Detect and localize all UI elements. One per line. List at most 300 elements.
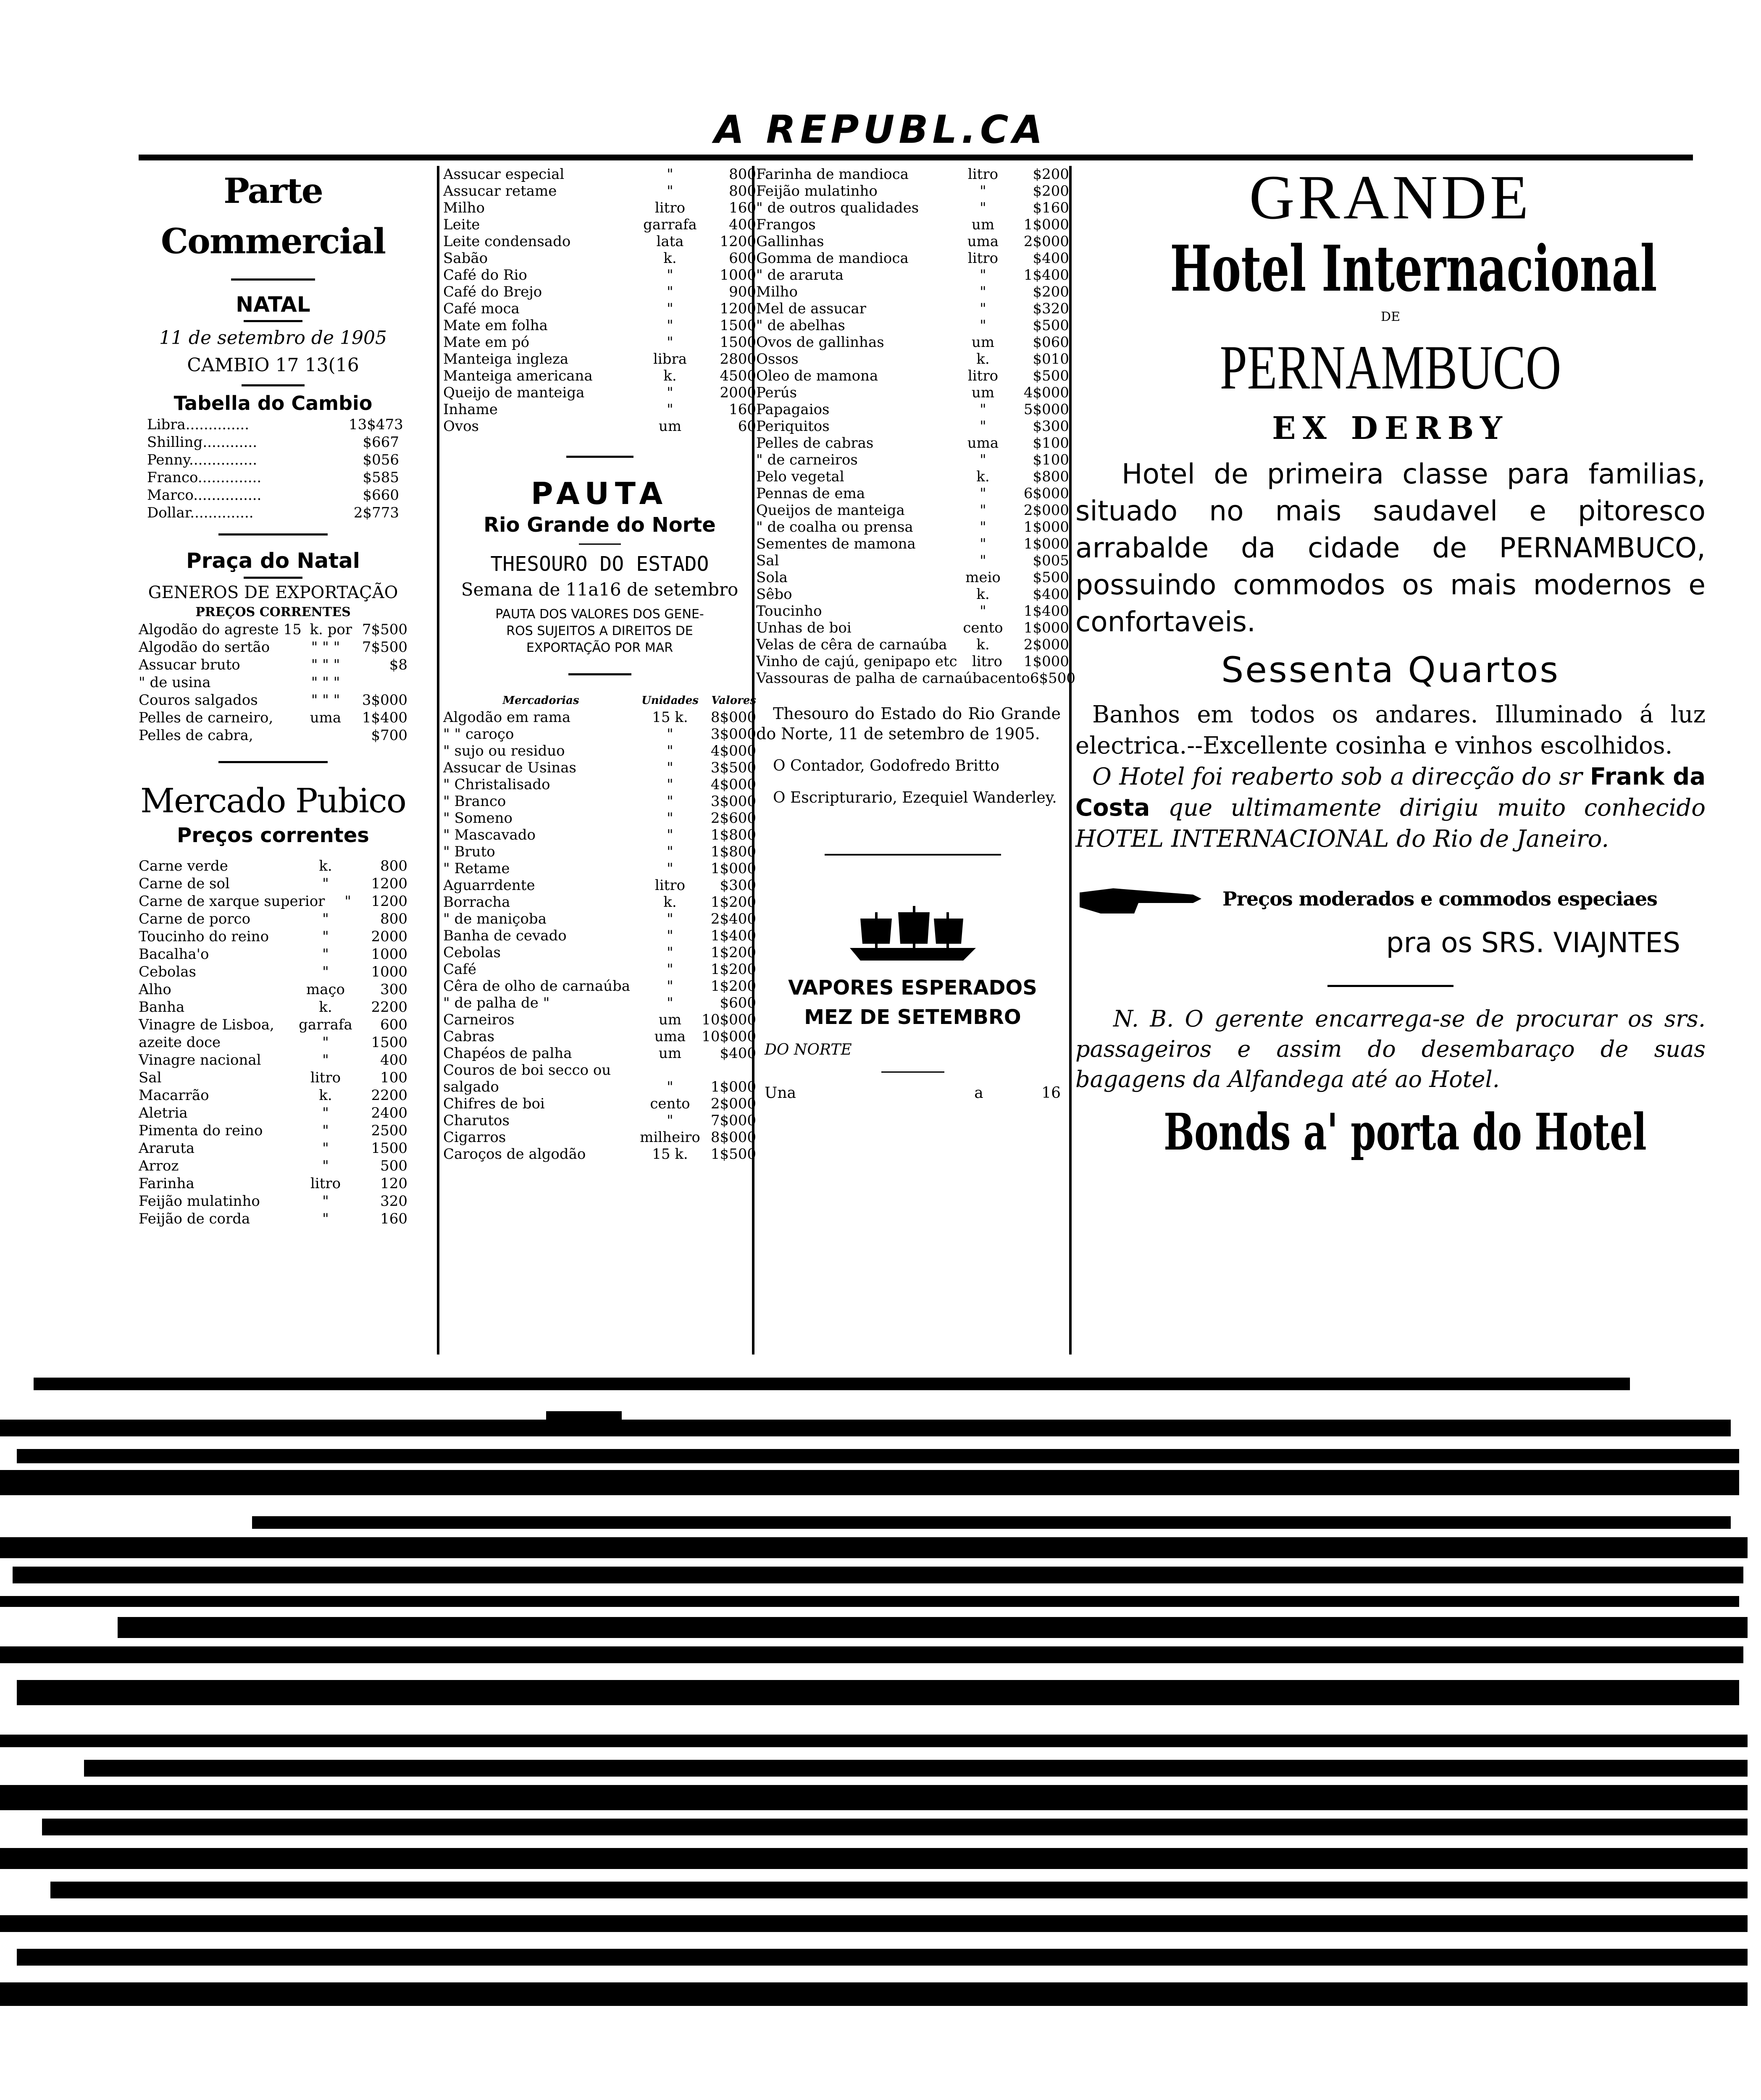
reaberto-text bbox=[1075, 761, 1706, 855]
price-row bbox=[756, 519, 1069, 536]
price-row bbox=[443, 1011, 756, 1028]
item-name: " Christalisado bbox=[443, 776, 550, 793]
price-row bbox=[443, 334, 756, 351]
prices-table-continued bbox=[443, 166, 756, 435]
item-name: Pennas de ema bbox=[756, 485, 865, 502]
item-name: " Mascavado bbox=[443, 827, 536, 843]
price-row bbox=[443, 793, 756, 810]
item-value: 1$200 bbox=[710, 978, 756, 995]
price-row bbox=[443, 216, 756, 233]
item-unit: garrafa bbox=[643, 216, 697, 233]
price-row bbox=[443, 317, 756, 334]
item-unit: litro bbox=[967, 166, 999, 183]
pauta-description-2: ROS SUJEITOS A DIREITOS DE bbox=[506, 624, 693, 638]
hotel-advertisement bbox=[1075, 163, 1706, 1354]
item-value: 2$000 bbox=[1023, 636, 1069, 653]
pauta-description-1: PAUTA DOS VALORES DOS GENE- bbox=[495, 607, 704, 622]
price-row bbox=[443, 300, 756, 317]
pointing-hand-icon bbox=[1075, 880, 1206, 918]
item-unit: " bbox=[667, 911, 673, 927]
price-row bbox=[443, 284, 756, 300]
pauta-description-3: EXPORTAÇÃO POR MAR bbox=[526, 640, 673, 655]
item-unit: " bbox=[322, 1193, 329, 1210]
item-value: $660 bbox=[363, 487, 399, 504]
item-value: 2000 bbox=[720, 384, 756, 401]
price-row bbox=[756, 552, 1069, 569]
item-unit: lata bbox=[656, 233, 684, 250]
price-row bbox=[139, 691, 407, 709]
item-name: Pelles de cabra, bbox=[139, 727, 253, 744]
item-name: Farinha de mandioca bbox=[756, 166, 909, 183]
item-name: Ovos de gallinhas bbox=[756, 334, 884, 351]
item-value: 160 bbox=[729, 200, 756, 216]
pauta-title: PAUTA bbox=[531, 476, 669, 511]
city-label: NATAL bbox=[236, 292, 310, 317]
item-name: " de maniçoba bbox=[443, 911, 547, 927]
exportacao-title: GENEROS DE EXPORTAÇÃO bbox=[148, 583, 398, 602]
price-row bbox=[756, 368, 1069, 384]
item-unit: " bbox=[667, 183, 673, 200]
item-unit: " bbox=[322, 928, 329, 945]
viajantes-text: pra os SRS. VIAJNTES bbox=[1386, 927, 1680, 959]
item-value: 800 bbox=[380, 858, 407, 874]
item-unit: " " " bbox=[311, 674, 340, 691]
item-name: " de araruta bbox=[756, 267, 844, 284]
price-row bbox=[139, 621, 407, 638]
item-unit: maço bbox=[306, 981, 345, 998]
price-row bbox=[139, 1175, 407, 1192]
item-unit: " bbox=[344, 893, 351, 910]
item-value: $060 bbox=[1033, 334, 1069, 351]
item-value: 13$473 bbox=[349, 416, 403, 433]
item-unit: " bbox=[667, 1079, 673, 1095]
price-row bbox=[756, 351, 1069, 368]
item-unit: um bbox=[971, 384, 995, 401]
item-unit: " bbox=[667, 978, 673, 995]
price-row bbox=[139, 1069, 407, 1087]
item-value: $500 bbox=[1033, 569, 1069, 586]
thesouro-note: Thesouro do Estado do Rio Grande do Norte, 11 de setembro de 1905. bbox=[756, 704, 1061, 743]
item-unit: litro bbox=[654, 200, 686, 216]
nb-note: N. B. O gerente encarrega-se de procurar os srs. passageiros e assim do desembaraço de suas bagagens da Alfandega até ao Hotel. bbox=[1075, 1005, 1706, 1092]
item-unit: " " " bbox=[311, 656, 340, 673]
price-row bbox=[443, 759, 756, 776]
item-name: Toucinho do reino bbox=[139, 928, 269, 945]
item-name: Oleo de mamona bbox=[756, 368, 878, 384]
item-value: 1$400 bbox=[710, 927, 756, 944]
price-row bbox=[139, 892, 407, 910]
item-name: Banha bbox=[139, 999, 185, 1016]
price-row bbox=[147, 416, 403, 433]
item-name: " de palha de " bbox=[443, 995, 550, 1011]
ship-a: a bbox=[974, 1084, 983, 1102]
item-unit: um bbox=[658, 1045, 682, 1062]
item-name: Libra.............. bbox=[147, 416, 250, 433]
price-row bbox=[139, 1210, 407, 1228]
reaberto-part-2: que ultimamente dirigiu muito conhecido HOTEL INTERNACIONAL do Rio de Janeiro. bbox=[1075, 794, 1706, 853]
item-value: 6$500 bbox=[1030, 670, 1076, 687]
item-value: $500 bbox=[1033, 317, 1069, 334]
item-value: 500 bbox=[380, 1158, 407, 1174]
item-value: $160 bbox=[1033, 200, 1069, 216]
item-value: $200 bbox=[1033, 284, 1069, 300]
item-value: $400 bbox=[720, 1045, 756, 1062]
item-unit: " bbox=[980, 317, 986, 334]
price-row bbox=[756, 334, 1069, 351]
item-name: salgado bbox=[443, 1079, 499, 1095]
price-row bbox=[147, 433, 399, 451]
item-value bbox=[702, 1062, 756, 1079]
price-row bbox=[443, 726, 756, 743]
item-name: Pimenta do reino bbox=[139, 1122, 263, 1139]
item-name: Sêbo bbox=[756, 586, 792, 603]
item-unit: " bbox=[980, 300, 986, 317]
item-unit: " bbox=[667, 843, 673, 860]
price-row bbox=[443, 233, 756, 250]
item-value: 2$600 bbox=[710, 810, 756, 827]
reaberto-part-1: O Hotel foi reaberto sob a direcção do sr bbox=[1092, 763, 1582, 790]
item-value: 4$000 bbox=[1023, 384, 1069, 401]
item-unit: um bbox=[658, 1011, 682, 1028]
item-name: Assucar bruto bbox=[139, 656, 240, 673]
item-name: Caroços de algodão bbox=[443, 1146, 586, 1163]
item-name: Algodão em rama bbox=[443, 709, 571, 726]
item-name: Gomma de mandioca bbox=[756, 250, 909, 267]
item-unit: " bbox=[980, 552, 986, 569]
item-value: 1200 bbox=[371, 893, 407, 910]
item-name: Couros de boi secco ou bbox=[443, 1062, 611, 1079]
item-name: Queijo de manteiga bbox=[443, 384, 585, 401]
item-name: Sola bbox=[756, 569, 788, 586]
item-unit: " bbox=[667, 776, 673, 793]
item-unit: " bbox=[667, 284, 673, 300]
item-unit: " bbox=[667, 995, 673, 1011]
item-value: $056 bbox=[363, 452, 399, 468]
price-row bbox=[756, 401, 1069, 418]
item-unit: " bbox=[322, 875, 329, 892]
pointing-hand-row bbox=[1075, 872, 1706, 926]
item-value: 6$000 bbox=[1023, 485, 1069, 502]
item-unit: um bbox=[658, 418, 682, 435]
contador-signature: O Contador, Godofredo Britto bbox=[773, 757, 1000, 774]
item-value: 1500 bbox=[371, 1140, 407, 1157]
price-row bbox=[443, 927, 756, 944]
item-unit: " bbox=[980, 519, 986, 536]
header-valores: Valores bbox=[711, 694, 756, 707]
item-unit: " bbox=[667, 743, 673, 759]
item-name: Assucar retame bbox=[443, 183, 557, 200]
item-value: 1200 bbox=[371, 875, 407, 892]
item-unit: k. bbox=[319, 858, 332, 874]
item-unit: milheiro bbox=[640, 1129, 700, 1146]
price-row bbox=[756, 166, 1069, 183]
column-divider-1 bbox=[437, 166, 439, 1354]
item-name: Couros salgados bbox=[139, 692, 258, 709]
grande-heading: GRANDE bbox=[1249, 163, 1532, 232]
header-mercadorias: Mercadorias bbox=[502, 694, 579, 707]
price-row bbox=[756, 653, 1069, 670]
item-unit: litro bbox=[310, 1175, 341, 1192]
item-name: Farinha bbox=[139, 1175, 194, 1192]
price-row bbox=[139, 981, 407, 998]
item-unit: litro bbox=[967, 368, 999, 384]
item-unit: k. bbox=[319, 1087, 332, 1104]
de-label: DE bbox=[1381, 310, 1400, 324]
item-value: 2200 bbox=[371, 1087, 407, 1104]
commercial-column bbox=[139, 166, 407, 1354]
item-name: Leite bbox=[443, 216, 480, 233]
una-schedule-row bbox=[756, 1084, 1069, 1102]
item-unit: cento bbox=[990, 670, 1030, 687]
item-value: 1$000 bbox=[1023, 653, 1069, 670]
item-name: Shilling............ bbox=[147, 434, 258, 451]
item-name: Sal bbox=[139, 1069, 162, 1086]
item-name: Algodão do agreste 15 bbox=[139, 621, 302, 638]
item-value: $800 bbox=[1033, 468, 1069, 485]
steamship-icon bbox=[841, 902, 984, 965]
item-name: " de carneiros bbox=[756, 452, 858, 468]
item-unit: " bbox=[667, 267, 673, 284]
item-unit: " bbox=[322, 963, 329, 980]
item-unit: " bbox=[980, 200, 986, 216]
price-row bbox=[443, 200, 756, 216]
item-name: Café moca bbox=[443, 300, 520, 317]
item-unit: " bbox=[667, 759, 673, 776]
item-name: Araruta bbox=[139, 1140, 195, 1157]
price-row bbox=[443, 1028, 756, 1045]
price-row bbox=[139, 1139, 407, 1157]
pauta-state: Rio Grande do Norte bbox=[484, 513, 716, 537]
item-name: Leite condensado bbox=[443, 233, 571, 250]
item-name: Penny............... bbox=[147, 452, 258, 468]
item-unit: uma bbox=[654, 1028, 686, 1045]
price-row bbox=[443, 961, 756, 978]
item-value: 2200 bbox=[371, 999, 407, 1016]
price-row bbox=[756, 216, 1069, 233]
item-unit bbox=[294, 727, 357, 744]
price-row bbox=[443, 894, 756, 911]
price-row bbox=[756, 468, 1069, 485]
item-name: Aletria bbox=[139, 1105, 188, 1121]
item-name: Toucinho bbox=[756, 603, 822, 620]
price-row bbox=[139, 1034, 407, 1051]
precos-label: PREÇOS CORRENTES bbox=[195, 605, 351, 620]
item-unit: " bbox=[667, 944, 673, 961]
price-row bbox=[139, 656, 407, 674]
item-unit: k. bbox=[663, 894, 677, 911]
item-value: 10$000 bbox=[702, 1011, 756, 1028]
price-row bbox=[139, 857, 407, 875]
item-unit: uma bbox=[967, 435, 999, 452]
item-unit: " bbox=[980, 536, 986, 552]
item-unit: " bbox=[667, 961, 673, 978]
price-row bbox=[443, 877, 756, 894]
item-unit: " " " bbox=[311, 692, 340, 709]
price-row bbox=[756, 300, 1069, 317]
item-unit: " bbox=[667, 401, 673, 418]
item-unit: " bbox=[667, 827, 673, 843]
price-row bbox=[147, 451, 399, 469]
price-row bbox=[443, 1129, 756, 1146]
item-value: 1500 bbox=[371, 1034, 407, 1051]
item-value: 1$000 bbox=[1023, 216, 1069, 233]
price-row bbox=[139, 1051, 407, 1069]
item-unit: k. bbox=[663, 368, 677, 384]
item-value: 1$400 bbox=[362, 709, 407, 726]
item-unit: uma bbox=[310, 709, 342, 726]
item-name: Perús bbox=[756, 384, 797, 401]
price-row bbox=[139, 1192, 407, 1210]
price-row bbox=[139, 638, 407, 656]
item-unit: " bbox=[322, 1122, 329, 1139]
item-name: Inhame bbox=[443, 401, 498, 418]
item-value: $010 bbox=[1033, 351, 1069, 368]
item-name: Sal bbox=[756, 552, 779, 569]
item-unit: k. bbox=[976, 636, 990, 653]
price-row bbox=[139, 998, 407, 1016]
pauta-table-continued bbox=[756, 166, 1076, 687]
item-value: 1$200 bbox=[710, 961, 756, 978]
price-row bbox=[443, 978, 756, 995]
price-row bbox=[443, 944, 756, 961]
item-name: Mel de assucar bbox=[756, 300, 866, 317]
price-row bbox=[756, 267, 1069, 284]
price-row bbox=[443, 743, 756, 759]
item-name: " Retame bbox=[443, 860, 510, 877]
price-row bbox=[443, 183, 756, 200]
item-value: $8 bbox=[389, 656, 407, 673]
vapores-title: VAPORES ESPERADOS bbox=[788, 976, 1037, 1000]
price-row bbox=[443, 1112, 756, 1129]
item-name: Cabras bbox=[443, 1028, 495, 1045]
item-value: 800 bbox=[729, 166, 756, 183]
price-row bbox=[443, 351, 756, 368]
item-name: Queijos de manteiga bbox=[756, 502, 905, 519]
item-unit: " bbox=[980, 401, 986, 418]
item-name: " Someno bbox=[443, 810, 513, 827]
item-value: 1$000 bbox=[710, 1079, 756, 1095]
price-row bbox=[443, 1079, 756, 1095]
price-row bbox=[756, 233, 1069, 250]
item-unit: " bbox=[980, 284, 986, 300]
item-name: Sementes de mamona bbox=[756, 536, 916, 552]
item-unit: " bbox=[980, 603, 986, 620]
item-value: 100 bbox=[380, 1069, 407, 1086]
price-row bbox=[443, 250, 756, 267]
price-row bbox=[756, 183, 1069, 200]
ship-day: 16 bbox=[1041, 1084, 1061, 1102]
masthead: A REPUBL.CA bbox=[714, 107, 1047, 152]
item-name: Borracha bbox=[443, 894, 510, 911]
item-value: $500 bbox=[1033, 368, 1069, 384]
item-name: Vassouras de palha de carnaúba bbox=[756, 670, 990, 687]
item-value: 4$000 bbox=[710, 776, 756, 793]
price-row bbox=[147, 469, 399, 486]
item-name: Dollar.............. bbox=[147, 504, 254, 521]
item-unit: cento bbox=[650, 1095, 690, 1112]
item-name: azeite doce bbox=[139, 1034, 221, 1051]
item-value: 2$773 bbox=[353, 504, 399, 521]
item-unit: " bbox=[322, 911, 329, 927]
item-value: 1$000 bbox=[1023, 536, 1069, 552]
item-unit: " bbox=[980, 183, 986, 200]
item-unit: litro bbox=[972, 653, 1002, 670]
do-norte-label: DO NORTE bbox=[765, 1041, 852, 1058]
cambio-table-title: Tabella do Cambio bbox=[173, 392, 373, 415]
item-unit: k. bbox=[976, 351, 990, 368]
price-row bbox=[443, 1045, 756, 1062]
export-table bbox=[139, 621, 407, 744]
item-name: " sujo ou residuo bbox=[443, 743, 565, 759]
item-name: Unhas de boi bbox=[756, 620, 852, 636]
item-name: Vinho de cajú, genipapo etc bbox=[756, 653, 957, 670]
item-name: Aguarrdente bbox=[443, 877, 535, 894]
item-value: 3$500 bbox=[710, 759, 756, 776]
item-name: Carneiros bbox=[443, 1011, 515, 1028]
item-value: 5$000 bbox=[1023, 401, 1069, 418]
item-value: 1$200 bbox=[710, 944, 756, 961]
item-name: Pelles de cabras bbox=[756, 435, 874, 452]
item-value: 7$500 bbox=[362, 639, 407, 656]
pauta-table-header bbox=[443, 692, 756, 709]
item-name: Manteiga americana bbox=[443, 368, 593, 384]
item-value: 2400 bbox=[371, 1105, 407, 1121]
item-value: 1$000 bbox=[710, 860, 756, 877]
item-unit: " bbox=[322, 1052, 329, 1068]
item-value: 3$000 bbox=[710, 726, 756, 743]
item-unit: " bbox=[667, 384, 673, 401]
item-value: $300 bbox=[1033, 418, 1069, 435]
item-unit: " bbox=[322, 1210, 329, 1227]
item-unit: uma bbox=[967, 233, 999, 250]
item-unit: k. bbox=[319, 999, 332, 1016]
item-unit: " bbox=[322, 946, 329, 963]
price-row bbox=[443, 843, 756, 860]
item-value: 2$400 bbox=[710, 911, 756, 927]
price-row bbox=[139, 875, 407, 892]
item-value: 1$800 bbox=[710, 827, 756, 843]
item-value: 400 bbox=[729, 216, 756, 233]
item-value: $400 bbox=[1033, 250, 1069, 267]
item-value: 2800 bbox=[720, 351, 756, 368]
price-row bbox=[139, 963, 407, 981]
item-value: 7$500 bbox=[362, 621, 407, 638]
price-row bbox=[756, 670, 1076, 687]
frank-da-costa: Frank da Costa bbox=[1075, 763, 1706, 822]
item-unit: k. bbox=[976, 468, 990, 485]
item-value: 1$000 bbox=[1023, 620, 1069, 636]
parte-commercial-heading: Parte Commercial bbox=[160, 171, 386, 262]
item-name: Chifres de boi bbox=[443, 1095, 545, 1112]
price-row bbox=[756, 284, 1069, 300]
item-value: $585 bbox=[363, 469, 399, 486]
price-row bbox=[443, 267, 756, 284]
column-divider-3 bbox=[1069, 166, 1072, 1354]
item-value: 1$500 bbox=[710, 1146, 756, 1163]
item-name: Banha de cevado bbox=[443, 927, 567, 944]
pauta-table bbox=[443, 709, 756, 1163]
item-unit: " bbox=[667, 793, 673, 810]
item-unit: 15 k. bbox=[652, 709, 688, 726]
item-unit: um bbox=[971, 334, 995, 351]
bonds-heading: Bonds a' porta do Hotel bbox=[1164, 1102, 1647, 1162]
item-unit: litro bbox=[967, 250, 999, 267]
item-value: 8$000 bbox=[710, 1129, 756, 1146]
price-row bbox=[139, 910, 407, 928]
item-unit: 15 k. bbox=[652, 1146, 688, 1163]
item-name: " " caroço bbox=[443, 726, 514, 743]
item-name: Papagaios bbox=[756, 401, 830, 418]
